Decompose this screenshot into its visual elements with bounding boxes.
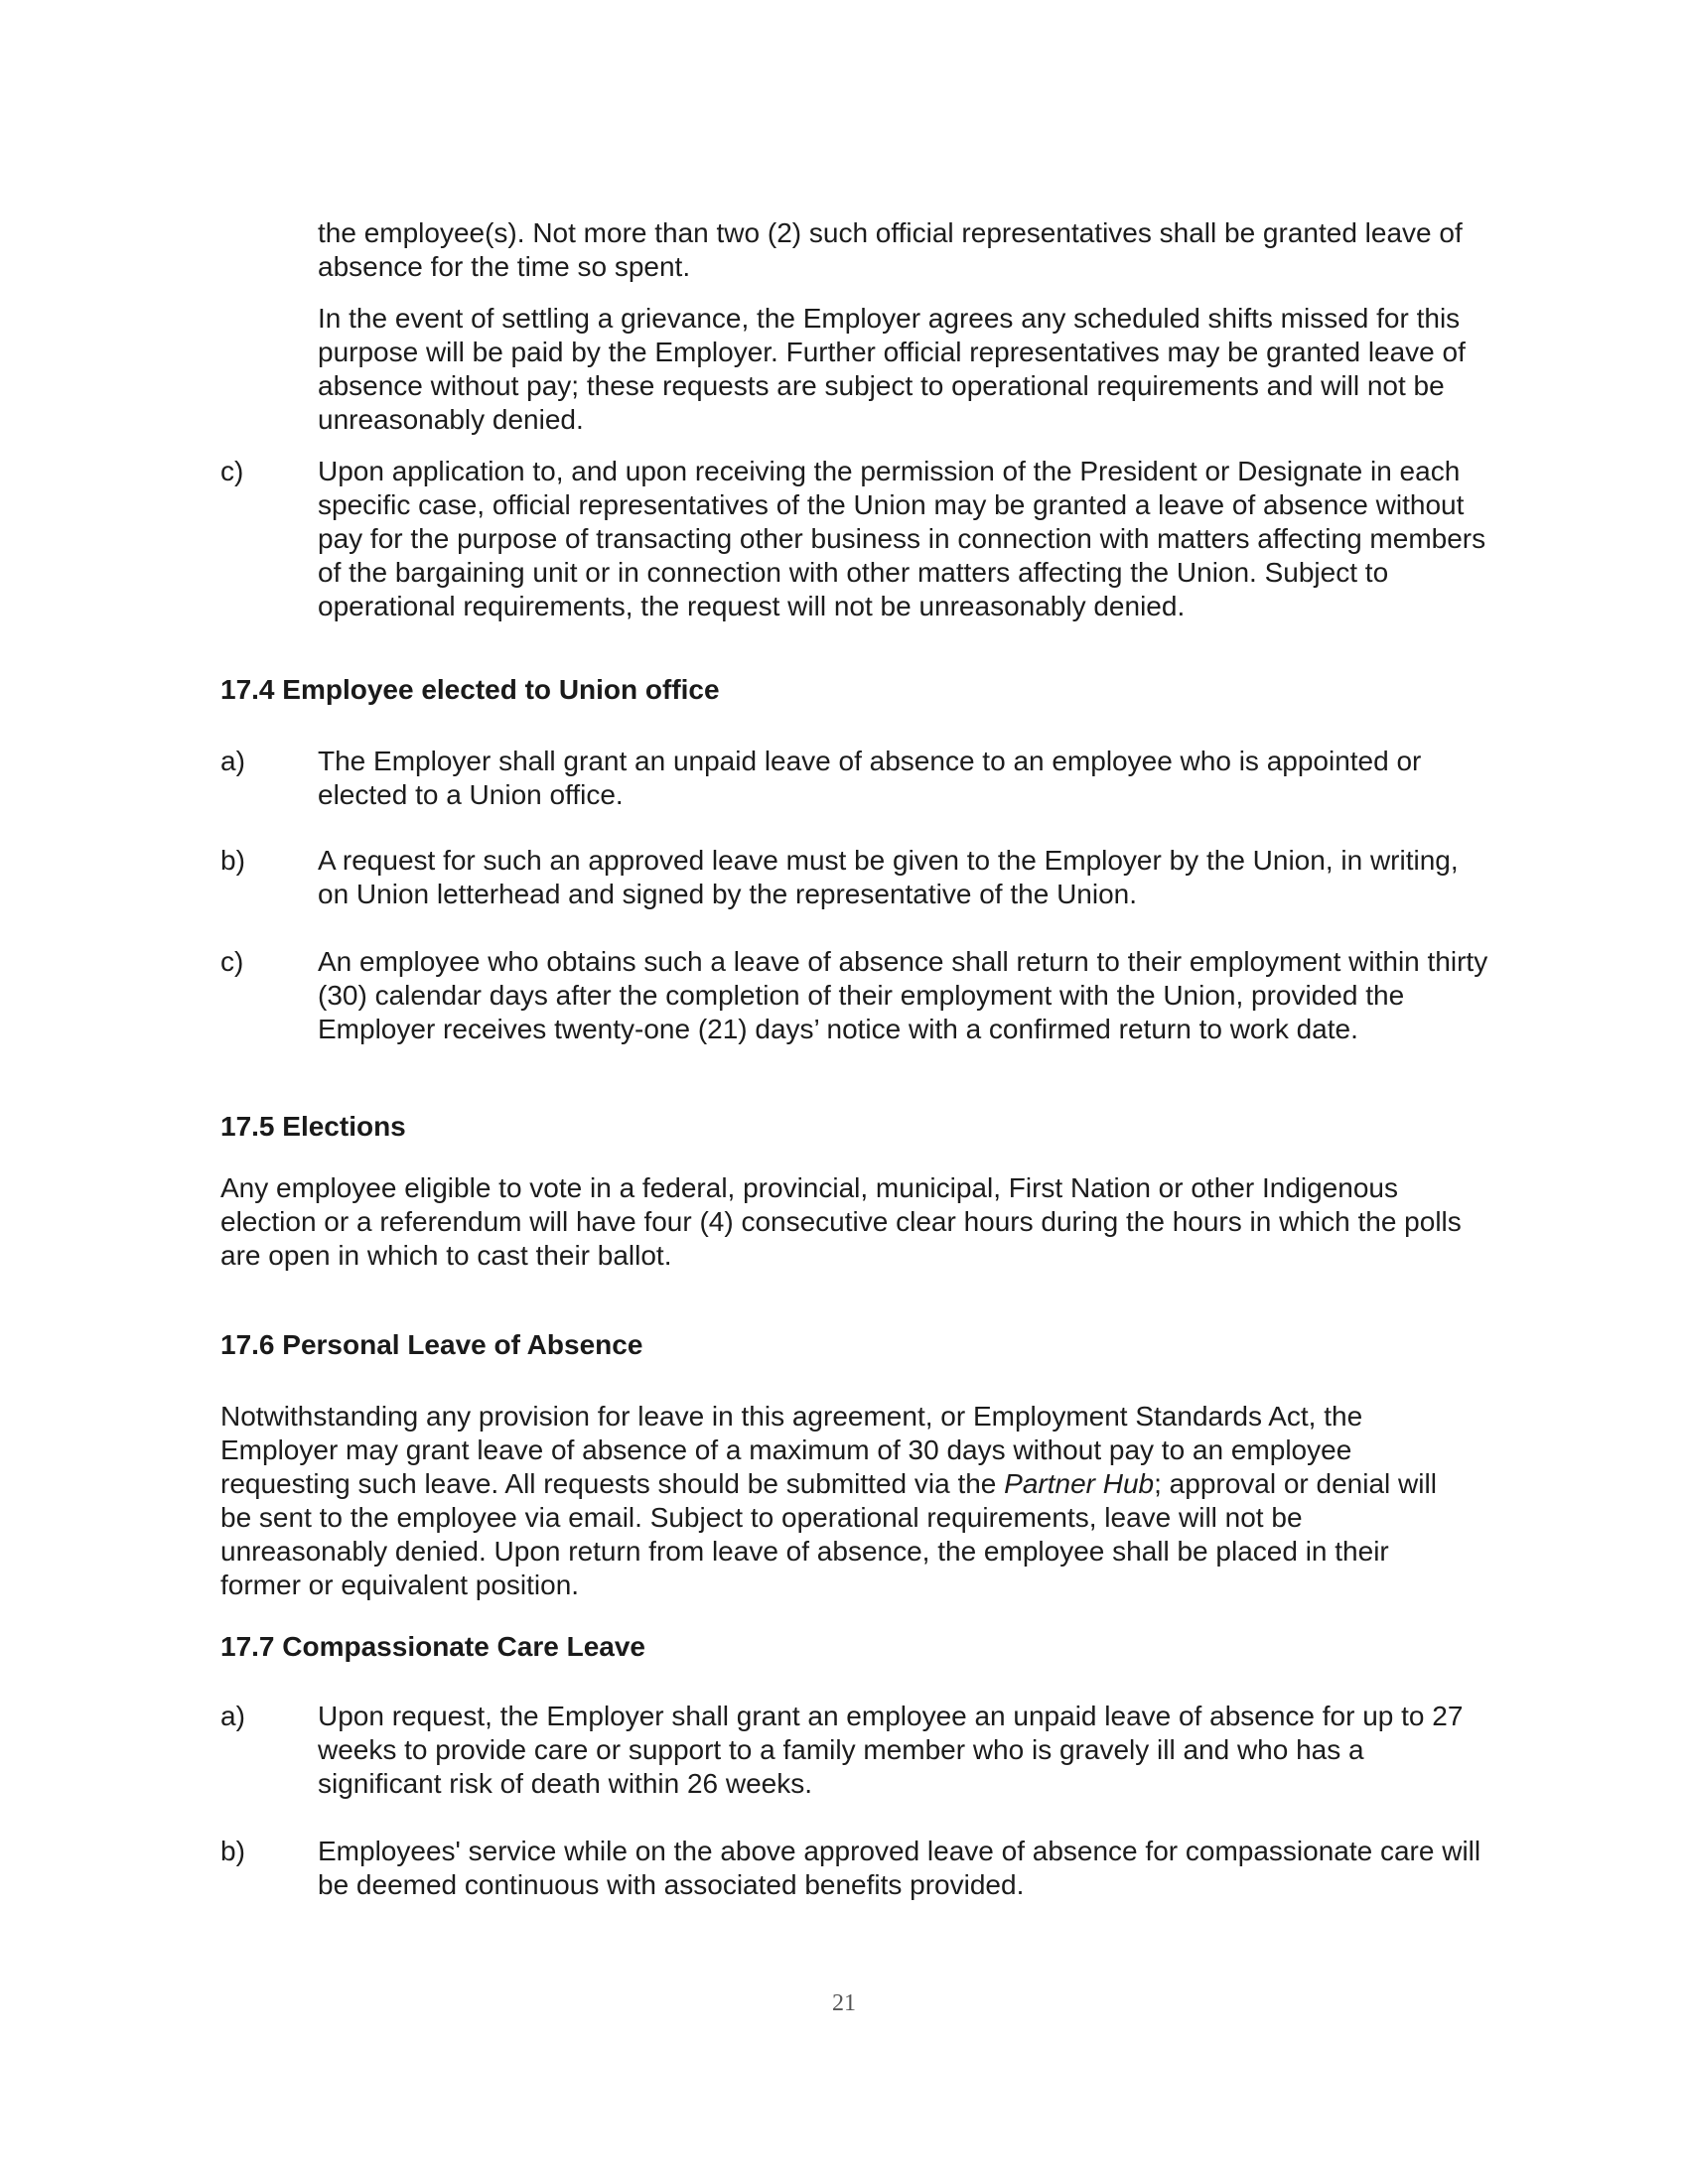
list-item-text: Upon request, the Employer shall grant an employee an unpaid leave of absence for up to 27 weeks to provide care or support to a family member who is gravely ill and who has a significant risk of death within 26 weeks. [318,1701,1464,1799]
section-heading-17-4: 17.4 Employee elected to Union office [220,674,720,705]
list-marker: b) [220,1836,245,1866]
partner-hub-term: Partner Hub [1004,1468,1155,1499]
list-item-text: Employees' service while on the above approved leave of absence for compassionate care will be deemed continuous with associated benefits provided. [318,1836,1481,1900]
elections-paragraph: Any employee eligible to vote in a federal, provincial, municipal, First Nation or other Indigenous election or a referendum will have four (4) consecutive clear hours during the hours in which the polls are open in which to cast their ballot. [220,1172,1462,1271]
list-item-text: Upon application to, and upon receiving the permission of the President or Designate in each specific case, official representatives of the Union may be granted a leave of absence without pay for the purpose of transacting other business in connection with matters affecting members of the bargaining unit or in connection with other matters affecting the Union. Subject to operational requirements, the request will not be unreasonably denied. [318,456,1486,621]
list-marker: a) [220,746,245,776]
section-heading-17-6: 17.6 Personal Leave of Absence [220,1329,643,1360]
grievance-paragraph: In the event of settling a grievance, the Employer agrees any scheduled shifts missed for this purpose will be paid by the Employer. Further official representatives may be granted leave of absence without pay; these requests are subject to operational requirements and will not be unreasonably denied. [318,303,1466,435]
list-item-text: The Employer shall grant an unpaid leave of absence to an employee who is appointed or elected to a Union office. [318,746,1422,810]
list-item-text: A request for such an approved leave must be given to the Employer by the Union, in writing, on Union letterhead and signed by the representative of the Union. [318,845,1459,909]
section-heading-17-5: 17.5 Elections [220,1111,406,1142]
personal-leave-text-end: ; approval or denial will be sent to the employee via email. Subject to operational requirements, leave will not be unreasonably denied. Upon return from leave of absence, the employee shall be placed in their former or equivalent position. [220,1468,1437,1600]
list-marker: c) [220,456,244,486]
list-marker: c) [220,946,244,977]
personal-leave-text-start: Notwithstanding any provision for leave in this agreement, or Employment Standards Act, the Employer may grant leave of absence of a maximum of 30 days without pay to an employee requesting such leave. All requests should be submitted via the [220,1401,1363,1499]
list-item-text: An employee who obtains such a leave of absence shall return to their employment within thirty (30) calendar days after the completion of their employment with the Union, provided the Employer receives twenty-one (21) days’ notice with a confirmed return to work date. [318,946,1488,1044]
continued-paragraph: the employee(s). Not more than two (2) such official representatives shall be granted leave of absence for the time so spent. [318,217,1463,282]
list-marker: a) [220,1701,245,1731]
personal-leave-paragraph [220,1400,1472,1602]
list-marker: b) [220,845,245,876]
section-heading-17-7: 17.7 Compassionate Care Leave [220,1631,645,1662]
page-number: 21 [832,1990,856,2016]
